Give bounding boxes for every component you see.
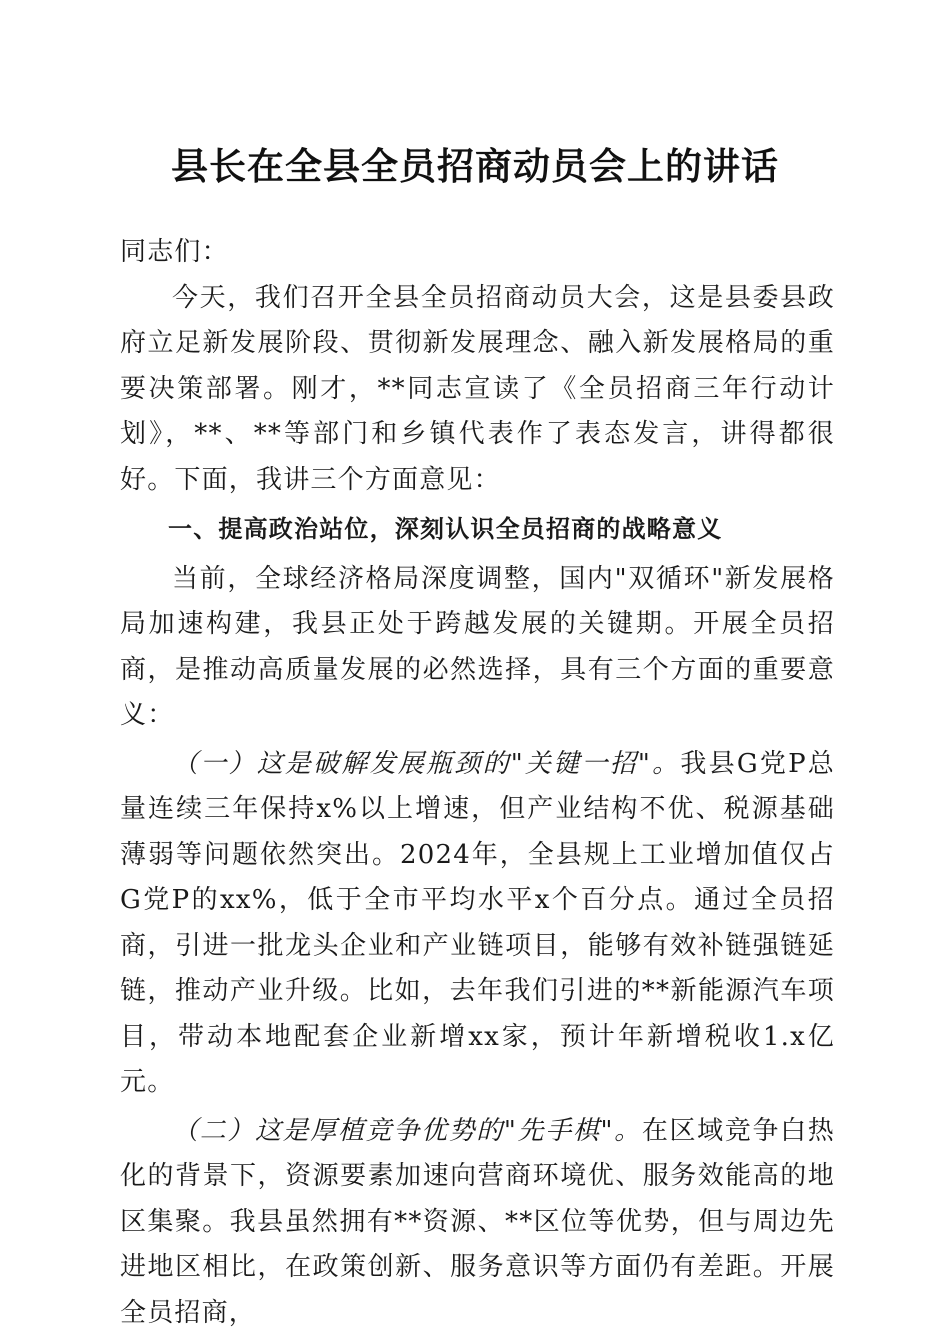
point-1-body: 我县G党P总量连续三年保持x%以上增速，但产业结构不优、税源基础薄弱等问题依然突出。2024年，全县规上工业增加值仅占G党P的xx%，低于全市平均水平x个百分点。通过全员招商，引进一批龙头企业和产业链项目，能够有效补链强链延链，推动产业升级。比如，去年我们引进的**新能源汽车项目，带动本地配套企业新增xx家，预计年新增税收1.x亿元。 [120,748,836,1097]
intro-paragraph: 今天，我们召开全县全员招商动员大会，这是县委县政府立足新发展阶段、贯彻新发展理念、融入新发展格局的重要决策部署。刚才，**同志宣读了《全员招商三年行动计划》，**、**等部门和乡镇代表作了表态发言，讲得都很好。下面，我讲三个方面意见： [120,282,835,495]
document-title: 县长在全县全员招商动员会上的讲话 [171,144,779,188]
section-1-intro: 当前，全球经济格局深度调整，国内"双循环"新发展格局加速构建，我县正处于跨越发展的关键期。开展全员招商，是推动高质量发展的必然选择，具有三个方面的重要意义： [120,563,835,730]
document-body [120,230,835,1336]
point-2-paragraph [120,1109,835,1337]
salutation: 同志们： [120,237,229,267]
section-1-heading: 一、提高政治站位，深刻认识全员招商的战略意义 [168,515,723,543]
point-2-body: 在区域竞争白热化的背景下，资源要素加速向营商环境优、服务效能高的地区集聚。我县虽然拥有**资源、**区位等优势，但与周边先进地区相比，在政策创新、服务意识等方面仍有差距。开展全员招商， [120,1115,835,1328]
point-1-lead: （一）这是破解发展瓶颈的"关键一招"。 [172,748,681,779]
point-2-lead: （二）这是厚植竞争优势的"先手棋"。 [172,1115,642,1146]
point-1-paragraph [120,742,835,1106]
